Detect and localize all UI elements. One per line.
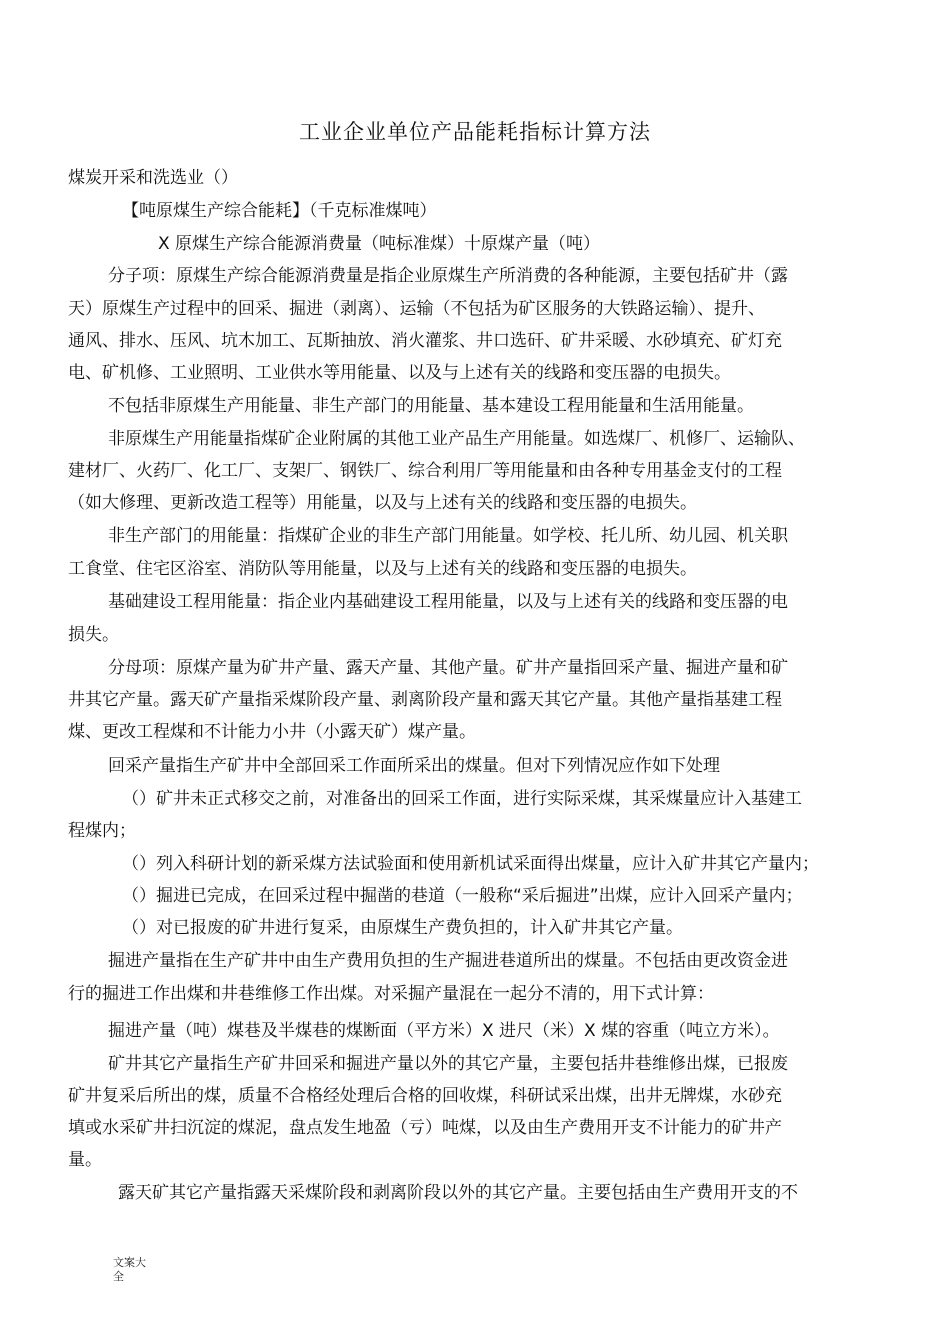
- paragraph-line: 量。: [68, 1150, 102, 1170]
- formula-line: X 原煤生产综合能源消费量（吨标准煤）十原煤产量（吨）: [158, 234, 601, 254]
- paragraph-line: （如大修理、更新改造工程等）用能量，以及与上述有关的线路和变压器的电损失。: [68, 493, 697, 513]
- paragraph-line: 行的掘进工作出煤和井巷维修工作出煤。对采掘产量混在一起分不清的，用下式计算：: [68, 984, 714, 1004]
- paragraph-line: 分母项：原煤产量为矿井产量、露天产量、其他产量。矿井产量指回采产量、掘进产量和矿: [108, 658, 788, 678]
- paragraph-line: 分子项：原煤生产综合能源消费量是指企业原煤生产所消费的各种能源，主要包括矿井（露: [108, 266, 788, 286]
- paragraph-line: 电、矿机修、工业照明、工业供水等用能量、以及与上述有关的线路和变压器的电损失。: [68, 363, 731, 383]
- page-footer: [113, 1256, 146, 1284]
- list-item: （）对已报废的矿井进行复采，由原煤生产费负担的，计入矿井其它产量。: [122, 918, 683, 938]
- paragraph-line: 矿井其它产量指生产矿井回采和掘进产量以外的其它产量，主要包括井巷维修出煤，已报废: [108, 1054, 788, 1074]
- paragraph-line: 工食堂、住宅区浴室、消防队等用能量，以及与上述有关的线路和变压器的电损失。: [68, 559, 697, 579]
- paragraph-line: 填或水采矿井扫沉淀的煤泥，盘点发生地盈（亏）吨煤，以及由生产费用开支不计能力的矿井产: [68, 1118, 782, 1138]
- paragraph-line: 露天矿其它产量指露天采煤阶段和剥离阶段以外的其它产量。主要包括由生产费用开支的不: [118, 1183, 798, 1203]
- list-item: （）列入科研计划的新采煤方法试验面和使用新机试采面得出煤量，应计入矿井其它产量内；: [122, 854, 819, 874]
- paragraph-line: 掘进产量指在生产矿井中由生产费用负担的生产掘进巷道所出的煤量。不包括由更改资金进: [108, 951, 788, 971]
- paragraph-line: 煤、更改工程煤和不计能力小井（小露天矿）煤产量。: [68, 722, 476, 742]
- formula-line: 掘进产量（吨）煤巷及半煤巷的煤断面（平方米）X 进尺（米）X 煤的容重（吨立方米）。: [108, 1021, 780, 1041]
- page-title: 工业企业单位产品能耗指标计算方法: [299, 120, 651, 144]
- paragraph-line: 回采产量指生产矿井中全部回采工作面所采出的煤量。但对下列情况应作如下处理: [108, 756, 720, 776]
- paragraph-line: 建材厂、火药厂、化工厂、支架厂、钢铁厂、综合利用厂等用能量和由各种专用基金支付的工程: [68, 461, 782, 481]
- paragraph-line: 不包括非原煤生产用能量、非生产部门的用能量、基本建设工程用能量和生活用能量。: [108, 396, 754, 416]
- paragraph-line: 基础建设工程用能量：指企业内基础建设工程用能量，以及与上述有关的线路和变压器的电: [108, 592, 788, 612]
- list-item: （）掘进已完成，在回采过程中掘凿的巷道（一般称“采后掘进”出煤，应计入回采产量内；: [122, 886, 803, 906]
- paragraph-line: 天）原煤生产过程中的回采、掘进（剥离）、运输（不包括为矿区服务的大铁路运输）、提升、: [68, 299, 765, 319]
- footer-line: 全: [113, 1270, 124, 1283]
- footer-line: 文案大: [113, 1256, 146, 1269]
- paragraph-line: 井其它产量。露天矿产量指采煤阶段产量、剥离阶段产量和露天其它产量。其他产量指基建工程: [68, 690, 782, 710]
- list-item-continuation: 程煤内；: [68, 821, 136, 841]
- paragraph-line: 非生产部门的用能量：指煤矿企业的非生产部门用能量。如学校、托儿所、幼儿园、机关职: [108, 526, 788, 546]
- paragraph-line: 矿井复采后所出的煤，质量不合格经处理后合格的回收煤，科研试采出煤，出井无牌煤，水砂充: [68, 1086, 782, 1106]
- paragraph-line: 损失。: [68, 625, 119, 645]
- paragraph-line: 非原煤生产用能量指煤矿企业附属的其他工业产品生产用能量。如选煤厂、机修厂、运输队、: [108, 429, 805, 449]
- paragraph-line: 通风、排水、压风、坑木加工、瓦斯抽放、消火灌浆、井口选矸、矿井采暖、水砂填充、矿灯充: [68, 331, 782, 351]
- list-item: （）矿井未正式移交之前，对准备出的回采工作面，进行实际采煤，其采煤量应计入基建工: [122, 789, 802, 809]
- indicator-heading: 【吨原煤生产综合能耗】（千克标准煤吨）: [122, 201, 437, 221]
- section-heading: 煤炭开采和洗选业（）: [68, 168, 238, 188]
